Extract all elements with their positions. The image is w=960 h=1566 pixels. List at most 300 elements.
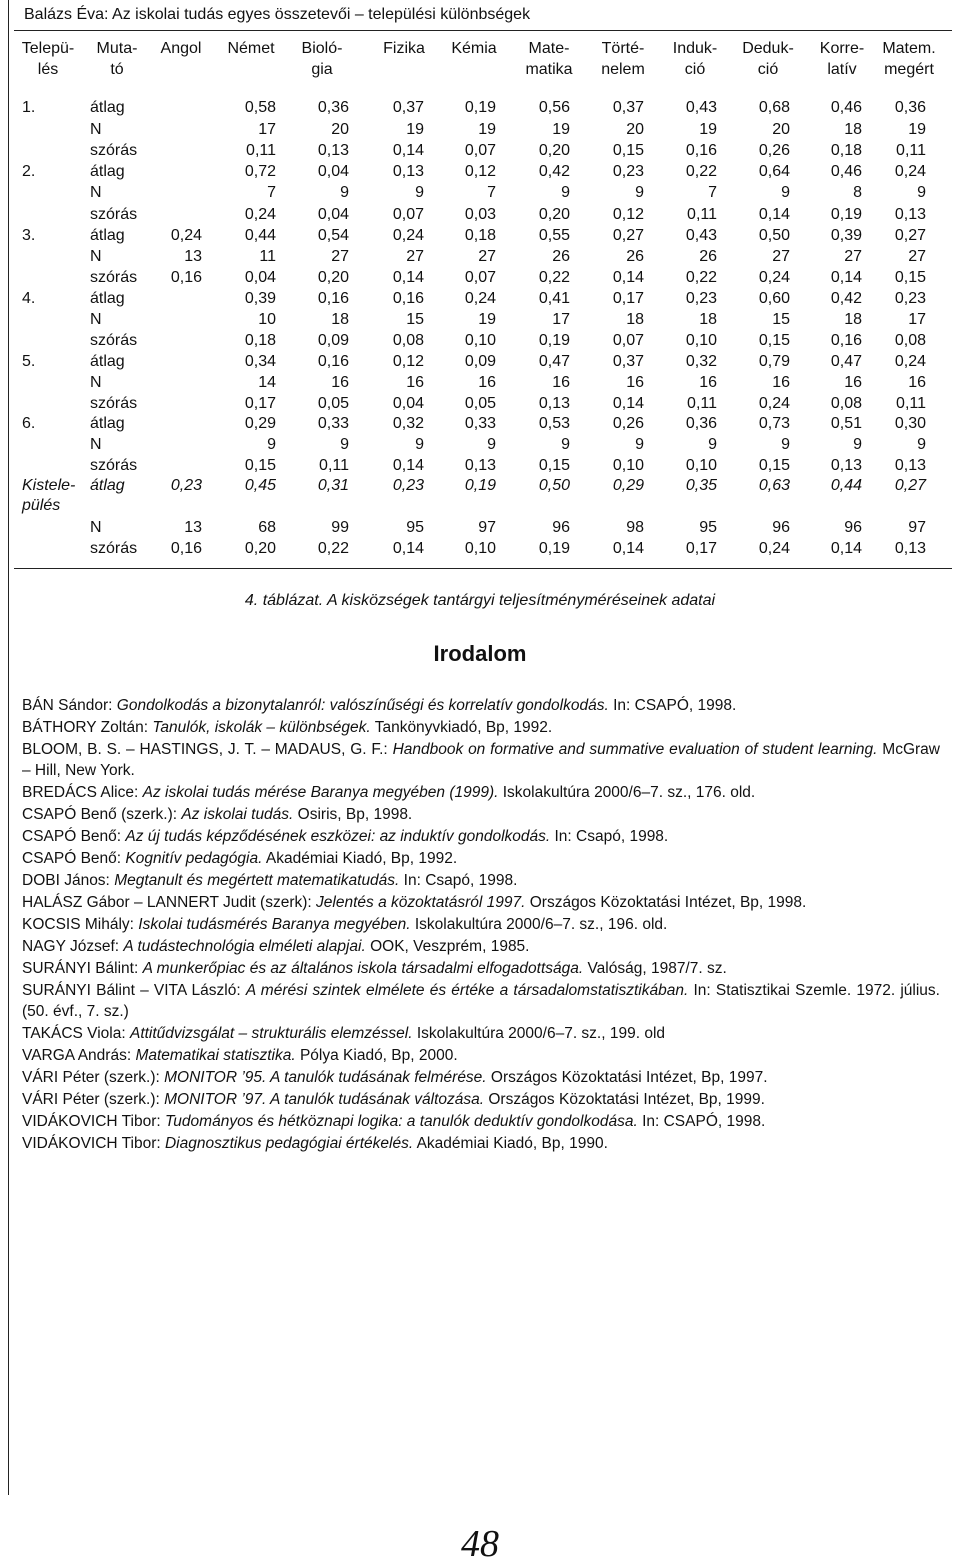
table-cell: 0,23 [685,290,717,307]
row-indicator-label: N [90,121,102,138]
reference-title: Megtanult és megértett matematikatudás. [114,872,400,889]
table-cell: 0,79 [758,353,790,370]
reference-title: Matematikai statisztika. [135,1047,296,1064]
reference-title: Diagnosztikus pedagógiai értékelés. [164,1135,414,1152]
table-cell: 0,16 [170,540,202,557]
table-cell: 9 [635,436,644,453]
table-cell: 99 [331,519,349,536]
reference-title: Az új tudás képződésének eszközei: az induktív gondolkodás. [125,828,551,845]
table-cell: 0,46 [830,163,862,180]
table-cell: 17 [552,311,570,328]
table-cell: 0,54 [317,227,349,244]
table-cell: 17 [258,121,276,138]
reference-text: Pólya Kiadó, Bp, 2000. [295,1047,458,1064]
table-cell: 0,22 [317,540,349,557]
table-cell: 0,16 [170,269,202,286]
table-cell: 0,13 [830,457,862,474]
row-indicator-label: N [90,311,102,328]
table-cell: 18 [699,311,717,328]
table-cell: 0,12 [392,353,424,370]
reference-title: Kognitív pedagógia. [125,850,263,867]
table-cell: 95 [406,519,424,536]
table-cell: 10 [258,311,276,328]
table-cell: 0,51 [830,415,862,432]
table-cell: 0,34 [244,353,276,370]
table-cell: 18 [626,311,644,328]
table-cell: 0,15 [758,457,790,474]
row-group-label: 6. [22,415,36,432]
row-indicator-label: átlag [90,290,125,307]
row-indicator-label: N [90,248,102,265]
reference-text: VÁRI Péter (szerk.): [22,1069,165,1086]
page-number: 48 [461,1523,499,1565]
table-cell: 0,32 [685,353,717,370]
row-group-label: 1. [22,99,36,116]
column-header-line: gia [311,61,333,78]
table-cell: 68 [258,519,276,536]
table-cell: 0,58 [244,99,276,116]
table-cell: 0,14 [758,206,790,223]
table-cell: 0,08 [392,332,424,349]
table-cell: 0,68 [758,99,790,116]
table-cell: 0,20 [538,206,570,223]
table-cell: 0,16 [317,290,349,307]
column-header-line: nelem [601,61,645,78]
table-cell: 0,14 [392,457,424,474]
table-cell: 0,24 [244,206,276,223]
table-cell: 0,64 [758,163,790,180]
reference-text: Tankönyvkiadó, Bp, 1992. [370,719,553,736]
table-cell: 0,07 [392,206,424,223]
references-heading: Irodalom [433,641,527,666]
table-cell: 0,17 [685,540,717,557]
table-cell: 9 [561,184,570,201]
column-header-line: Fizika [383,40,425,57]
table-cell: 0,15 [244,457,276,474]
table-cell: 18 [844,311,862,328]
references-list [22,695,940,1155]
row-indicator-label: szórás [90,206,138,223]
table-cell: 0,07 [464,142,496,159]
column-header-line: ció [757,61,779,78]
table-cell: 19 [699,121,717,138]
table-cell: 20 [626,121,644,138]
table-cell: 0,13 [894,206,926,223]
table-cell: 0,19 [464,477,496,494]
row-indicator-label: szórás [90,457,138,474]
table-cell: 9 [781,436,790,453]
reference-entry [22,848,940,869]
row-group-label: 4. [22,290,36,307]
row-group-label: Kistele- [22,477,76,494]
table-cell: 0,27 [894,477,926,494]
table-cell: 0,35 [685,477,717,494]
table-cell: 0,04 [317,206,349,223]
table-cell: 0,24 [894,353,926,370]
table-cell: 0,10 [685,457,717,474]
reference-text: CSAPÓ Benő: [22,850,126,867]
table-cell: 0,15 [538,457,570,474]
table-cell: 0,18 [244,332,276,349]
row-indicator-label: átlag [90,163,125,180]
table-cell: 0,19 [464,99,496,116]
reference-title: Tanulók, iskolák – különbségek. [152,719,371,736]
table-caption: 4. táblázat. A kisközségek tantárgyi teljesítményméréseinek adatai [244,592,716,609]
table-cell: 96 [552,519,570,536]
column-header-line: Muta- [96,40,138,57]
row-group-label: 3. [22,227,36,244]
table-cell: 0,10 [612,457,644,474]
table-cell: 0,08 [894,332,926,349]
table-cell: 0,39 [244,290,276,307]
row-indicator-label: átlag [90,353,125,370]
table-cell: 9 [487,436,496,453]
table-cell: 0,32 [392,415,424,432]
table-cell: 0,14 [392,142,424,159]
reference-title: Az iskolai tudás. [181,806,294,823]
table-cell: 0,50 [758,227,790,244]
row-indicator-label: átlag [90,415,125,432]
row-indicator-label: szórás [90,332,138,349]
table-cell: 9 [781,184,790,201]
reference-title: Iskolai tudásmérés Baranya megyében. [138,916,411,933]
column-header-line: latív [827,61,857,78]
reference-text: OOK, Veszprém, 1985. [365,938,530,955]
reference-text: Iskolakultúra 2000/6–7. sz., 176. old. [498,784,756,801]
table-cell: 0,15 [612,142,644,159]
table-cell: 0,26 [758,142,790,159]
reference-text: SURÁNYI Bálint – VITA László: [22,982,246,999]
table-cell: 0,14 [392,540,424,557]
table-cell: 0,23 [612,163,644,180]
table-cell: 0,16 [685,142,717,159]
table-cell: 0,44 [830,477,862,494]
table-cell: 0,15 [894,269,926,286]
table-cell: 0,16 [317,353,349,370]
table-cell: 0,72 [244,163,276,180]
table-cell: 18 [844,121,862,138]
table-cell: 0,20 [244,540,276,557]
table-cell: 9 [267,436,276,453]
table-cell: 0,42 [538,163,570,180]
reference-entry [22,826,940,847]
reference-entry [22,980,940,1022]
reference-entry [22,1067,940,1088]
table-cell: 0,03 [464,206,496,223]
reference-entry [22,1045,940,1066]
table-cell: 0,14 [612,395,644,412]
table-cell: 7 [708,184,717,201]
table-cell: 9 [917,184,926,201]
table-cell: 0,24 [170,227,202,244]
table-cell: 95 [699,519,717,536]
table-cell: 0,27 [894,227,926,244]
table-cell: 0,15 [758,332,790,349]
table-cell: 27 [772,248,790,265]
table-cell: 0,13 [464,457,496,474]
reference-entry [22,695,940,716]
table-cell: 27 [478,248,496,265]
column-header-line: megért [884,61,934,78]
table-cell: 0,56 [538,99,570,116]
column-header-line: Kémia [451,40,497,57]
table-cell: 0,05 [464,395,496,412]
row-indicator-label: átlag [90,227,125,244]
column-header-line: Korre- [819,40,865,57]
table-cell: 9 [635,184,644,201]
table-cell: 0,37 [392,99,424,116]
table-cell: 9 [561,436,570,453]
table-cell: 0,24 [758,269,790,286]
table-cell: 0,16 [392,290,424,307]
table-cell: 0,36 [685,415,717,432]
reference-text: VARGA András: [22,1047,136,1064]
reference-entry [22,914,940,935]
table-cell: 19 [406,121,424,138]
table-cell: 9 [853,436,862,453]
table-cell: 0,05 [317,395,349,412]
row-indicator-label: átlag [90,477,125,494]
table-cell: 16 [772,374,790,391]
column-header-line: Deduk- [742,40,794,57]
reference-text: Iskolakultúra 2000/6–7. sz., 199. old [412,1025,666,1042]
table-cell: 15 [406,311,424,328]
reference-entry [22,804,940,825]
table-cell: 0,14 [612,269,644,286]
table-cell: 0,24 [894,163,926,180]
table-cell: 0,23 [392,477,424,494]
column-header [864,38,954,80]
table-cell: 0,14 [612,540,644,557]
reference-title: A munkerőpiac és az általános iskola társadalmi elfogadottsága. [142,960,584,977]
table-cell: 0,33 [317,415,349,432]
table-cell: 0,11 [687,206,717,223]
table-cell: 0,19 [538,332,570,349]
table-cell: 0,18 [464,227,496,244]
table-cell: 0,22 [538,269,570,286]
row-indicator-label: N [90,184,102,201]
table-cell: 97 [908,519,926,536]
table-cell: 0,60 [758,290,790,307]
table-cell: 0,45 [244,477,276,494]
table-cell: 0,37 [612,353,644,370]
reference-title: A tudástechnológia elméleti alapjai. [123,938,366,955]
reference-title: MONITOR ’97. A tanulók tudásának változása. [164,1091,485,1108]
table-cell: 0,13 [894,540,926,557]
table-cell: 0,10 [464,540,496,557]
table-cell: 0,10 [685,332,717,349]
table-cell: 16 [478,374,496,391]
table-cell: 0,12 [464,163,496,180]
reference-entry [22,892,940,913]
reference-text: CSAPÓ Benő (szerk.): [22,806,182,823]
reference-text: In: CSAPÓ, 1998. [637,1113,766,1130]
table-cell: 0,24 [758,395,790,412]
reference-entry [22,936,940,957]
table-bottom-rule [14,568,952,569]
table-cell: 0,11 [896,142,926,159]
table-cell: 0,04 [392,395,424,412]
reference-title: MONITOR ’95. A tanulók tudásának felmérése. [164,1069,487,1086]
table-cell: 27 [331,248,349,265]
row-indicator-label: szórás [90,540,138,557]
reference-text: BÁN Sándor: [22,697,117,714]
table-cell: 0,31 [317,477,349,494]
reference-text: VÁRI Péter (szerk.): [22,1091,165,1108]
reference-title: Az iskolai tudás mérése Baranya megyében (1999). [142,784,499,801]
table-cell: 0,47 [538,353,570,370]
table-cell: 0,23 [894,290,926,307]
column-header-line: Német [227,40,275,57]
table-cell: 0,04 [317,163,349,180]
table-cell: 9 [415,184,424,201]
table-cell: 13 [184,519,202,536]
table-cell: 0,29 [244,415,276,432]
reference-text: NAGY József: [22,938,124,955]
table-cell: 0,53 [538,415,570,432]
table-cell: 16 [552,374,570,391]
table-cell: 0,20 [317,269,349,286]
table-cell: 19 [552,121,570,138]
table-cell: 0,36 [317,99,349,116]
reference-entry [22,1133,940,1154]
table-cell: 7 [487,184,496,201]
table-cell: 0,55 [538,227,570,244]
reference-text: Akadémiai Kiadó, Bp, 1990. [413,1135,608,1152]
column-header-line: lés [37,61,59,78]
reference-text: In: Statisztikai Szemle. 1972. július. (50. évf., 7. sz.) [22,982,940,1020]
reference-text: In: Csapó, 1998. [550,828,669,845]
table-cell: 0,50 [538,477,570,494]
column-header-line: ció [684,61,706,78]
column-header-line: Angol [160,40,202,57]
column-header-line: Bioló- [301,40,343,57]
table-cell: 0,13 [538,395,570,412]
table-cell: 0,23 [170,477,202,494]
table-cell: 0,29 [612,477,644,494]
table-cell: 16 [331,374,349,391]
reference-title: Jelentés a közoktatásról 1997. [316,894,526,911]
reference-text: KOCSIS Mihály: [22,916,139,933]
table-cell: 20 [772,121,790,138]
table-cell: 8 [853,184,862,201]
table-cell: 0,30 [894,415,926,432]
table-cell: 18 [331,311,349,328]
table-cell: 0,11 [687,395,717,412]
reference-text: Országos Közoktatási Intézet, Bp, 1997. [486,1069,768,1086]
table-cell: 27 [844,248,862,265]
table-cell: 9 [917,436,926,453]
header-rule [14,30,952,31]
table-cell: 9 [415,436,424,453]
table-cell: 0,42 [830,290,862,307]
column-header-line: Telepü- [21,40,75,57]
reference-text: In: CSAPÓ, 1998. [608,697,737,714]
column-header-line: Induk- [672,40,718,57]
reference-text: VIDÁKOVICH Tibor: [22,1113,165,1130]
table-cell: 0,19 [830,206,862,223]
row-indicator-label: N [90,374,102,391]
table-cell: 0,20 [538,142,570,159]
reference-text: McGraw – Hill, New York. [22,741,940,779]
table-cell: 97 [478,519,496,536]
reference-text: Iskolakultúra 2000/6–7. sz., 196. old. [410,916,668,933]
reference-entry [22,1023,940,1044]
table-cell: 27 [908,248,926,265]
table-cell: 0,24 [392,227,424,244]
table-cell: 0,07 [464,269,496,286]
table-cell: 19 [478,311,496,328]
table-cell: 9 [708,436,717,453]
table-cell: 20 [331,121,349,138]
table-cell: 0,04 [244,269,276,286]
table-cell: 9 [340,184,349,201]
table-cell: 0,14 [392,269,424,286]
table-cell: 0,19 [538,540,570,557]
reference-entry [22,1111,940,1132]
table-cell: 9 [340,436,349,453]
reference-title: Attitűdvizsgálat – strukturális elemzéssel. [129,1025,413,1042]
reference-title: Gondolkodás a bizonytalanról: valószínűségi és korrelatív gondolkodás. [116,697,609,714]
column-header-line: Matem. [882,40,936,57]
row-indicator-label: szórás [90,395,138,412]
table-cell: 0,43 [685,99,717,116]
table-cell: 0,13 [392,163,424,180]
table-cell: 17 [908,311,926,328]
table-cell: 96 [772,519,790,536]
table-cell: 0,11 [319,457,349,474]
table-cell: 11 [259,248,276,265]
table-cell: 16 [908,374,926,391]
reference-text: Országos Közoktatási Intézet, Bp, 1998. [525,894,807,911]
table-cell: 0,09 [317,332,349,349]
reference-text: Akadémiai Kiadó, Bp, 1992. [262,850,458,867]
table-cell: 0,24 [464,290,496,307]
table-cell: 0,22 [685,269,717,286]
reference-text: DOBI János: [22,872,115,889]
table-cell: 0,44 [244,227,276,244]
table-cell: 0,14 [830,269,862,286]
table-cell: 0,73 [758,415,790,432]
reference-text: SURÁNYI Bálint: [22,960,143,977]
column-header [277,38,367,80]
row-group-label: 5. [22,353,36,370]
table-cell: 0,33 [464,415,496,432]
table-cell: 19 [478,121,496,138]
reference-title: A mérési szintek elmélete és értéke a társadalomstatisztikában. [245,982,689,999]
running-header: Balázs Éva: Az iskolai tudás egyes összetevői – települési különbségek [24,6,531,23]
table-cell: 27 [406,248,424,265]
reference-text: VIDÁKOVICH Tibor: [22,1135,165,1152]
table-cell: 0,43 [685,227,717,244]
column-header-line: Mate- [528,40,570,57]
table-cell: 0,46 [830,99,862,116]
table-cell: 16 [699,374,717,391]
table-cell: 13 [184,248,202,265]
table-cell: 15 [772,311,790,328]
table-cell: 98 [626,519,644,536]
table-cell: 0,22 [685,163,717,180]
table-cell: 0,37 [612,99,644,116]
reference-text: BREDÁCS Alice: [22,784,143,801]
row-indicator-label: N [90,436,102,453]
reference-entry [22,958,940,979]
table-cell: 0,39 [830,227,862,244]
table-cell: 26 [699,248,717,265]
reference-entry [22,782,940,803]
column-header-line: Törté- [601,40,645,57]
table-cell: 26 [552,248,570,265]
